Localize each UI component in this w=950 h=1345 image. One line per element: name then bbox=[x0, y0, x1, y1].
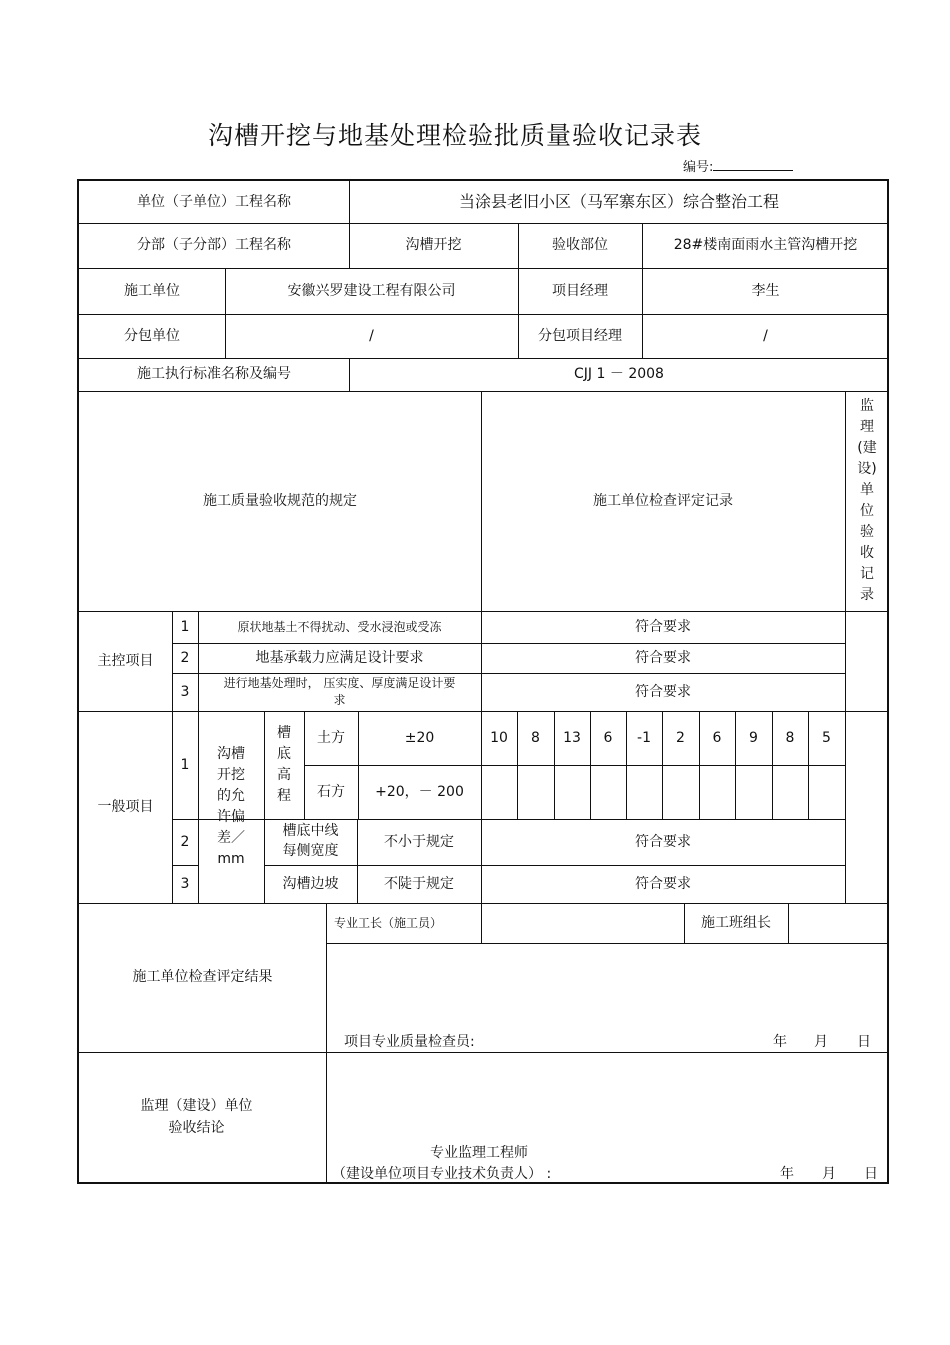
contractor-label: 施工单位 bbox=[124, 282, 180, 299]
acceptance-part-value[interactable]: 28#楼南面雨水主管沟槽开挖 bbox=[673, 237, 858, 254]
earth-measure-5[interactable]: -1 bbox=[637, 729, 651, 746]
general-item-2-result[interactable]: 符合要求 bbox=[635, 833, 691, 850]
rock-measure-2[interactable] bbox=[517, 765, 554, 819]
team-leader-signature[interactable] bbox=[788, 903, 889, 943]
earth-label: 土方 bbox=[317, 729, 345, 746]
rock-measure-8[interactable] bbox=[735, 765, 772, 819]
unit-project-value[interactable]: 当涂县老旧小区（马军寨东区）综合整治工程 bbox=[458, 192, 779, 212]
supervision-result-content[interactable] bbox=[326, 1052, 889, 1142]
earth-measure-8[interactable]: 9 bbox=[749, 729, 758, 746]
earth-measure-6[interactable]: 2 bbox=[676, 729, 685, 746]
contractor-value[interactable]: 安徽兴罗建设工程有限公司 bbox=[287, 282, 456, 299]
rock-measure-6[interactable] bbox=[662, 765, 699, 819]
earth-measure-2[interactable]: 8 bbox=[531, 729, 540, 746]
general-item-2-tolerance: 不小于规定 bbox=[384, 833, 454, 850]
inspector-label: 项目专业质量检查员: bbox=[344, 1033, 475, 1050]
earth-measure-7[interactable]: 6 bbox=[712, 729, 722, 746]
standard-label: 施工执行标准名称及编号 bbox=[137, 366, 291, 383]
contractor-day: 日 bbox=[857, 1033, 871, 1050]
supervision-month: 月 bbox=[822, 1165, 836, 1182]
rock-measure-10[interactable] bbox=[808, 765, 845, 819]
main-item-3-text: 进行地基处理时， 压实度、厚度满足设计要 求 bbox=[223, 676, 456, 707]
general-item-2-no: 2 bbox=[180, 833, 190, 850]
main-item-2-no: 2 bbox=[180, 649, 190, 666]
general-item-3-result[interactable]: 符合要求 bbox=[635, 875, 691, 892]
engineer-label-line1: 专业监理工程师 bbox=[430, 1144, 528, 1161]
serial-label: 编号: bbox=[683, 160, 714, 175]
pm-value[interactable]: 李生 bbox=[751, 282, 780, 299]
main-item-2-text: 地基承载力应满足设计要求 bbox=[255, 649, 424, 666]
foreman-label: 专业工长（施工员） bbox=[334, 916, 443, 930]
earth-measure-9[interactable]: 8 bbox=[785, 729, 795, 746]
general-item-3-label: 沟槽边坡 bbox=[282, 875, 339, 892]
earth-tolerance: ±20 bbox=[404, 729, 435, 746]
serial-number bbox=[683, 156, 793, 175]
main-item-1-no: 1 bbox=[180, 618, 190, 635]
supervision-result-label: 监理（建设）单位 验收结论 bbox=[140, 1098, 253, 1136]
earth-measure-10[interactable]: 5 bbox=[822, 729, 831, 746]
sub-project-value[interactable]: 沟槽开挖 bbox=[405, 237, 462, 254]
supervision-column-header: 监 理 (建 设) 单 位 验 收 记 录 bbox=[857, 398, 877, 603]
record-column-header: 施工单位检查评定记录 bbox=[593, 492, 733, 509]
rock-measure-3[interactable] bbox=[554, 765, 590, 819]
main-control-label: 主控项目 bbox=[97, 652, 154, 669]
rock-label: 石方 bbox=[317, 783, 345, 800]
bottom-elevation-label: 槽 底 高 程 bbox=[277, 725, 291, 804]
supervision-day: 日 bbox=[864, 1165, 878, 1182]
pm-label: 项目经理 bbox=[552, 282, 608, 299]
sub-pm-value[interactable]: / bbox=[763, 327, 768, 344]
spec-column-header: 施工质量验收规范的规定 bbox=[203, 492, 357, 509]
rock-measure-4[interactable] bbox=[590, 765, 626, 819]
rock-measure-9[interactable] bbox=[772, 765, 808, 819]
main-item-3-result[interactable]: 符合要求 bbox=[635, 683, 691, 700]
record-table bbox=[77, 179, 889, 1184]
team-leader-label: 施工班组长 bbox=[701, 914, 771, 931]
sub-project-label: 分部（子分部）工程名称 bbox=[137, 237, 291, 254]
rock-measure-7[interactable] bbox=[699, 765, 735, 819]
general-item-3-no: 3 bbox=[180, 875, 190, 892]
earth-measure-1[interactable]: 10 bbox=[490, 729, 508, 746]
main-item-2-result[interactable]: 符合要求 bbox=[635, 649, 691, 666]
earth-measure-3[interactable]: 13 bbox=[563, 729, 581, 746]
standard-value[interactable]: CJJ 1 － 2008 bbox=[574, 366, 664, 383]
rock-measure-1[interactable] bbox=[481, 765, 517, 819]
general-item-2-label: 槽底中线 每侧宽度 bbox=[282, 823, 339, 859]
foreman-signature[interactable] bbox=[481, 903, 684, 943]
contractor-year: 年 bbox=[773, 1033, 787, 1050]
subcontractor-label: 分包单位 bbox=[124, 327, 180, 344]
rock-tolerance: +20，－ 200 bbox=[375, 783, 464, 800]
general-item-3-tolerance: 不陡于规定 bbox=[384, 875, 454, 892]
general-label: 一般项目 bbox=[97, 798, 154, 815]
deviation-label: 沟槽 开挖 的允 许偏 差／ mm bbox=[217, 746, 245, 867]
serial-blank[interactable] bbox=[713, 158, 793, 171]
earth-measure-4[interactable]: 6 bbox=[603, 729, 613, 746]
engineer-label-line2: （建设单位项目专业技术负责人） : bbox=[332, 1165, 552, 1182]
acceptance-part-label: 验收部位 bbox=[552, 237, 608, 254]
contractor-result-label: 施工单位检查评定结果 bbox=[132, 969, 273, 986]
subcontractor-value[interactable]: / bbox=[369, 327, 374, 344]
supervision-year: 年 bbox=[780, 1165, 794, 1182]
main-item-3-no: 3 bbox=[180, 683, 190, 700]
main-item-1-text: 原状地基土不得扰动、受水浸泡或受冻 bbox=[237, 620, 442, 634]
contractor-result-content[interactable] bbox=[326, 943, 889, 1033]
general-item-1-no: 1 bbox=[180, 756, 190, 773]
main-item-1-result[interactable]: 符合要求 bbox=[635, 618, 691, 635]
page-title: 沟槽开挖与地基处理检验批质量验收记录表 bbox=[207, 121, 702, 150]
contractor-month: 月 bbox=[814, 1033, 828, 1050]
rock-measure-5[interactable] bbox=[626, 765, 662, 819]
sub-pm-label: 分包项目经理 bbox=[538, 327, 622, 344]
unit-project-label: 单位（子单位）工程名称 bbox=[137, 193, 291, 210]
